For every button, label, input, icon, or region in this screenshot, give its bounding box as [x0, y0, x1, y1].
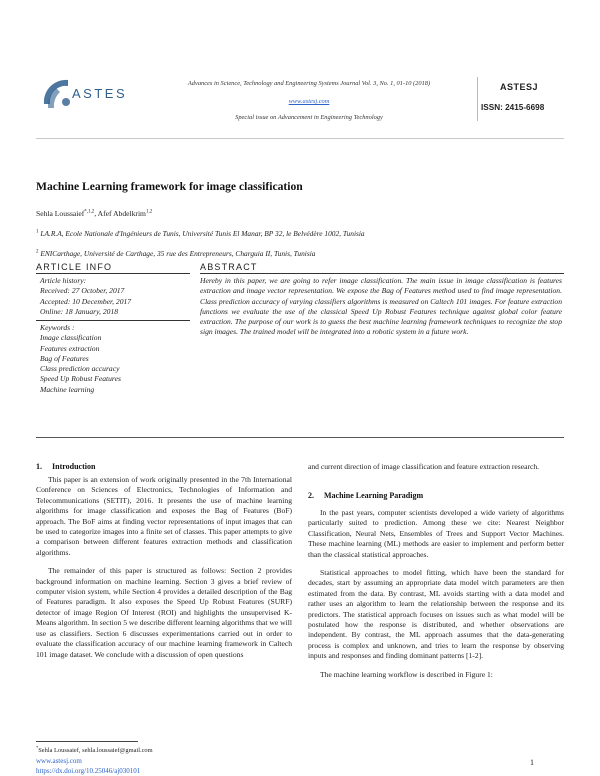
footnote-text: Sehla Loussaief, sehla.loussaief@gmail.com: [38, 747, 153, 755]
article-info-heading: ARTICLE INFO: [36, 262, 113, 272]
keyword-item: Image classification: [40, 333, 102, 343]
body-paragraph: In the past years, computer scientists developed a wide variety of algorithms particularly suited to prediction. Among these we cite: Nearest Neighbor Classification, Neural Nets, Ensembles of Trees and Support Vector Machines. These machine learning (ML) methods are easier to implement and perform better than the classical statistical approaches.: [308, 508, 564, 559]
corresponding-author-note: [36, 745, 153, 754]
footer-url-link[interactable]: www.astesj.com: [36, 757, 82, 765]
section-1-title: Introduction: [52, 462, 96, 471]
keyword-item: Class prediction accuracy: [40, 364, 120, 374]
left-column: [36, 475, 292, 668]
article-history: [40, 276, 131, 317]
doi-link[interactable]: https://dx.doi.org/10.25046/aj030101: [36, 767, 141, 775]
history-line: Online: 18 January, 2018: [40, 306, 119, 316]
issn-label: ISSN: 2415-6698: [481, 103, 545, 112]
authors: [36, 209, 152, 218]
keywords-list: [40, 323, 121, 395]
affiliation-1-text: LA.R.A, Ecole Nationale d'Ingénieurs de Tunis, Université Tunis El Manar, BP 32, le Belvédère 1002, Tunisia: [40, 229, 365, 238]
body-paragraph: Statistical approaches to model fitting, which have been the standard for decades, start by assuming an appropriate data model witch parameters are then estimated from the data. By contrast, ML avoids starting with a data model and rather uses an algorithm to learn the relationship between the response and its predictors. The statistical approach focuses on issues such as what model will be postulated how the response is distributed, and whether observations are independent. By contrast, the ML approach assumes that the data-generating process is complex and unknown, and tries to learn the response by observing inputs and responses and finding dominant patterns [1-2].: [308, 568, 564, 661]
keyword-item: Features extraction: [40, 343, 100, 353]
author-2-sup: 1,2: [145, 209, 153, 215]
author-1-sup: *,1,2: [84, 209, 95, 215]
history-line: Received: 27 October, 2017: [40, 286, 125, 296]
body-paragraph: The machine learning workflow is described in Figure 1:: [320, 669, 493, 679]
section-1-number: 1.: [36, 462, 42, 471]
paper-title: Machine Learning framework for image classification: [36, 180, 303, 193]
footnote-marker: *: [36, 745, 39, 750]
abstract-text: Hereby in this paper, we are going to refer image classification. The main issue in image classification is features extraction and image vector representation. We expose the Bag of Features method used to find image representation. Class prediction accuracy of varying classifiers algorithms is measured on Caltech 101 images. For feature extraction functions we evaluate the use of the classical Speed Up Robust Features technique against global color feature extraction. The purpose of our work is to guess the best machine learning framework techniques to recognize the stop sign images. The trained model will be integrated into a robotic system in a future work.: [200, 276, 562, 337]
footnote-rule: [36, 741, 138, 742]
special-issue-line: Special issue on Advancement in Engineering Technology: [235, 114, 383, 121]
body-paragraph: The remainder of this paper is structured as follows: Section 2 provides background information on machine learning. Section 3 gives a brief review of computer vision system, while Section 4 provides a detailed description of the Bag of Features paradigm. It also exposes the Speed Up Robust Features (SURF) detector of image Region Of Interest (ROI) and highlights the unsupervised K-Means algorithm. In section 5 we describe different learning algorithms that we will use as classifiers. Section 6 discusses experimentations carried out in order to evaluate the classification accuracy of our machine learning framework in Caltech 101 image dataset. We conclude with a discussion of open questions: [36, 566, 292, 659]
journal-line: Advances in Science, Technology and Engineering Systems Journal Vol. 3, No. 1, 01-10 (2018): [187, 80, 431, 87]
keywords-rule: [36, 320, 190, 321]
right-column: [308, 508, 564, 688]
page-number: 1: [530, 758, 534, 767]
keyword-item: Speed Up Robust Features: [40, 374, 121, 384]
abstract-bottom-rule: [36, 437, 564, 438]
section-2-number: 2.: [308, 491, 314, 500]
affiliation-2-text: ENICarthage, Université de Carthage, 35 rue des Entrepreneurs, Charguia II, Tunis, Tunisia: [40, 249, 316, 258]
keyword-item: Machine learning: [40, 384, 95, 394]
brand-label: ASTESJ: [500, 82, 539, 92]
abstract-heading: ABSTRACT: [200, 262, 258, 272]
article-info-rule: [36, 273, 190, 274]
affiliation-1: [36, 229, 556, 238]
history-line: Article history:: [40, 276, 87, 285]
affiliation-2: [36, 249, 556, 258]
section-1-heading: [36, 462, 95, 471]
journal-url-link[interactable]: www.astesj.com: [288, 98, 330, 105]
section-2-title: Machine Learning Paradigm: [324, 491, 424, 500]
keyword-item: Bag of Features: [40, 353, 89, 363]
body-paragraph: This paper is an extension of work originally presented in the 7th International Conference on Sciences of Electronics, Technologies of Information and Telecommunications (SETIT), 2016. It presents the use of machine learning algorithms for image classification and exposes the Bag of Features (BoF) approach. The BoF aims at finding vector representations of input images that can be used to categorize images into a finite set of classes. This paper attempts to give a comparison between different features extraction methods and classification algorithms.: [36, 475, 292, 557]
author-2: , Afef Abdelkrim: [94, 209, 146, 218]
right-top-text: and current direction of image classification and feature extraction research.: [308, 462, 540, 471]
author-1: Sehla Loussaief: [36, 209, 85, 218]
header-divider: [36, 138, 564, 139]
history-line: Accepted: 10 December, 2017: [40, 296, 132, 306]
affiliation-2-sup: 2: [36, 249, 39, 255]
abstract-rule: [200, 273, 564, 274]
section-2-heading: [308, 491, 423, 500]
logo-text: ASTES: [72, 86, 128, 101]
affiliation-1-sup: 1: [36, 229, 39, 235]
keyword-item: Keywords :: [40, 323, 75, 332]
